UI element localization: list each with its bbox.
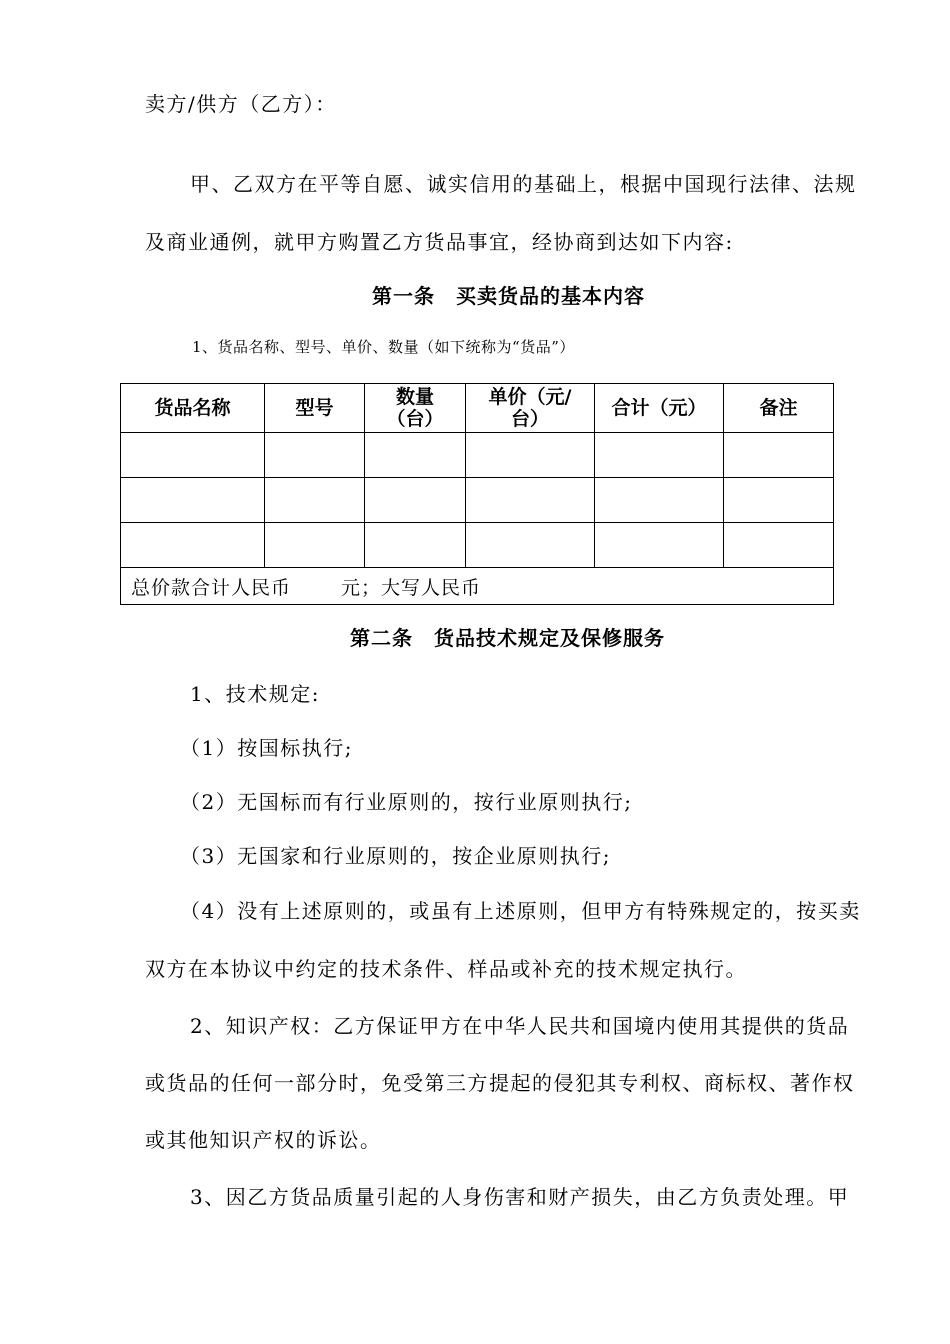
table-cell xyxy=(121,523,265,568)
table-cell xyxy=(265,523,365,568)
article2-p2a: 2、知识产权：乙方保证甲方在中华人民共和国境内使用其提供的货品 xyxy=(190,1014,850,1038)
table-cell xyxy=(265,433,365,478)
table-row xyxy=(121,523,834,568)
header-quantity xyxy=(365,384,466,433)
header-model: 型号 xyxy=(265,384,365,433)
table-row xyxy=(121,478,834,523)
table-cell xyxy=(595,433,724,478)
article2-p2c: 或其他知识产权的诉讼。 xyxy=(145,1128,382,1152)
header-quantity-line2: （台） xyxy=(386,408,444,430)
table-cell xyxy=(724,478,834,523)
intro-line-2: 及商业通例，就甲方购置乙方货品事宜，经协商到达如下内容: xyxy=(145,230,734,254)
header-unit-price xyxy=(466,384,595,433)
table-cell xyxy=(265,478,365,523)
header-subtotal: 合计（元） xyxy=(595,384,724,433)
total-label: 总价款合计人民币 xyxy=(131,576,292,599)
article2-p1-4b: 双方在本协议中约定的技术条件、样品或补充的技术规定执行。 xyxy=(145,957,747,981)
table-cell xyxy=(466,433,595,478)
table-cell xyxy=(595,523,724,568)
table-cell xyxy=(466,478,595,523)
article2-p2b: 或货品的任何一部分时，免受第三方提起的侵犯其专利权、商标权、著作权 xyxy=(145,1071,855,1095)
header-unit-price-line1: 单价（元/ xyxy=(488,386,572,408)
article2-p1-2: （2）无国标而有行业原则的，按行业原则执行; xyxy=(180,790,633,814)
header-quantity-line1: 数量 xyxy=(395,386,434,408)
intro-line-1: 甲、乙双方在平等自愿、诚实信用的基础上，根据中国现行法律、法规 xyxy=(190,172,857,196)
table-cell xyxy=(365,433,466,478)
table-cell xyxy=(466,523,595,568)
seller-line: 卖方/供方（乙方）： xyxy=(145,92,337,116)
total-price-cell xyxy=(121,568,834,605)
table-cell xyxy=(595,478,724,523)
total-uppercase-label: 元；大写人民币 xyxy=(341,576,482,599)
table-cell xyxy=(121,433,265,478)
article2-p1-3: （3）无国家和行业原则的，按企业原则执行; xyxy=(180,844,611,868)
article2-title: 第二条 货品技术规定及保修服务 xyxy=(350,626,665,650)
table-row xyxy=(121,433,834,478)
goods-table xyxy=(120,383,834,605)
table-cell xyxy=(724,523,834,568)
header-unit-price-line2: 台） xyxy=(510,408,549,430)
header-remarks: 备注 xyxy=(724,384,834,433)
header-goods-name: 货品名称 xyxy=(121,384,265,433)
article2-p1: 1、技术规定: xyxy=(190,682,320,706)
table-cell xyxy=(365,478,466,523)
article2-p1-1: （1）按国标执行; xyxy=(180,736,353,760)
table-header-row xyxy=(121,384,834,433)
table-cell xyxy=(365,523,466,568)
table-cell xyxy=(724,433,834,478)
table-cell xyxy=(121,478,265,523)
article2-p3a: 3、因乙方货品质量引起的人身伤害和财产损失，由乙方负责处理。甲 xyxy=(190,1185,850,1209)
article2-p1-4a: （4）没有上述原则的，或虽有上述原则，但甲方有特殊规定的，按买卖 xyxy=(180,899,861,923)
article1-title: 第一条 买卖货品的基本内容 xyxy=(372,284,645,308)
article1-item1: 1、货品名称、型号、单价、数量（如下统称为“货品”） xyxy=(192,338,575,356)
table-total-row xyxy=(121,568,834,605)
